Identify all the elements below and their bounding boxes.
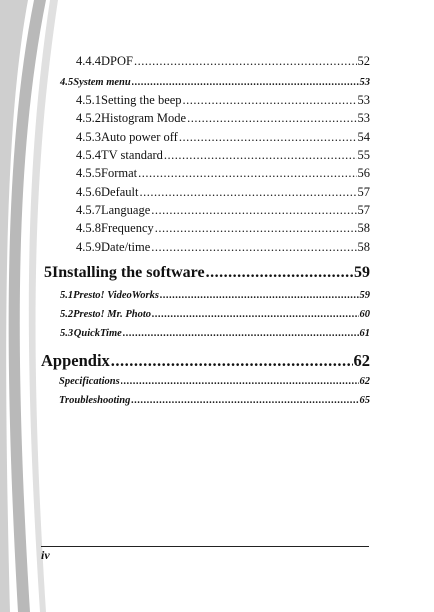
toc-entry-4-5-6[interactable] xyxy=(76,185,370,200)
entry-title: Presto! VideoWorks xyxy=(73,290,159,301)
dot-leader xyxy=(138,166,356,181)
entry-title: Troubleshooting xyxy=(59,395,131,406)
page-number: 59 xyxy=(359,290,370,301)
entry-title: Histogram Mode xyxy=(101,111,187,125)
dot-leader xyxy=(151,240,356,255)
dot-leader xyxy=(179,130,357,145)
page-number: 53 xyxy=(357,111,370,125)
entry-title: Auto power off xyxy=(101,130,178,144)
dot-leader xyxy=(155,221,357,236)
entry-title: Installing the software xyxy=(52,264,205,281)
toc-entry-4-5-3[interactable] xyxy=(76,130,370,145)
entry-title: Language xyxy=(101,203,151,217)
page-number: 56 xyxy=(357,166,370,180)
toc-entry-5-3[interactable] xyxy=(60,328,370,339)
entry-title: TV standard xyxy=(101,148,163,162)
dot-leader xyxy=(183,93,357,108)
section-number: 4.5.7 xyxy=(76,203,101,217)
entry-title: Default xyxy=(101,185,139,199)
toc-entry-4-5-8[interactable] xyxy=(76,221,370,236)
entry-title: Date/time xyxy=(101,240,151,254)
toc-entry-5-1[interactable] xyxy=(60,290,370,301)
toc-entry-4-5-2[interactable] xyxy=(76,111,370,126)
section-number: 4.5.1 xyxy=(76,93,101,107)
section-number: 4.5 xyxy=(60,77,74,88)
page-number: 61 xyxy=(359,328,370,339)
page-number: 53 xyxy=(357,93,370,107)
toc-entry-4-4-4[interactable] xyxy=(76,54,370,69)
section-number: 4.5.6 xyxy=(76,185,101,199)
section-number: 4.5.4 xyxy=(76,148,101,162)
section-number: 4.5.3 xyxy=(76,130,101,144)
page-number: 57 xyxy=(357,185,370,199)
section-number: 4.5.9 xyxy=(76,240,101,254)
toc-entry-4-5-4[interactable] xyxy=(76,148,370,163)
page-number: 57 xyxy=(357,203,370,217)
section-number: 4.5.8 xyxy=(76,221,101,235)
toc-entry-4-5-1[interactable] xyxy=(76,93,370,108)
section-number: 5.3 xyxy=(60,328,74,339)
footer-page-number: iv xyxy=(41,548,50,562)
entry-title: Specifications xyxy=(59,376,120,387)
entry-title: Appendix xyxy=(41,351,110,370)
dot-leader xyxy=(134,54,357,69)
dot-leader xyxy=(123,328,359,339)
page-number: 62 xyxy=(353,351,370,370)
toc-entry-4-5[interactable] xyxy=(60,77,370,88)
toc-appendix[interactable] xyxy=(41,351,370,371)
dot-leader xyxy=(160,290,359,301)
dot-leader xyxy=(164,148,357,163)
page-number: 55 xyxy=(357,148,370,162)
dot-leader xyxy=(139,185,356,200)
section-number: 4.5.2 xyxy=(76,111,101,125)
toc-chapter-5[interactable] xyxy=(44,264,370,282)
toc-entry-5-2[interactable] xyxy=(60,309,370,320)
section-number: 4.4.4 xyxy=(76,54,101,68)
page-number: 60 xyxy=(359,309,370,320)
page-number: 54 xyxy=(357,130,370,144)
entry-title: Format xyxy=(101,166,138,180)
entry-title: Presto! Mr. Photo xyxy=(73,309,152,320)
section-number: 5.1 xyxy=(60,290,74,301)
page-number: 59 xyxy=(354,264,370,281)
dot-leader xyxy=(151,203,356,218)
entry-title: DPOF xyxy=(101,54,133,68)
dot-leader xyxy=(152,309,358,320)
dot-leader xyxy=(187,111,356,126)
dot-leader xyxy=(206,264,353,282)
page-number: 52 xyxy=(357,54,370,68)
entry-title: Setting the beep xyxy=(101,93,182,107)
entry-title: System menu xyxy=(73,77,131,88)
dot-leader xyxy=(111,351,353,371)
page-number: 58 xyxy=(357,240,370,254)
page-number: 65 xyxy=(359,395,370,406)
toc-entry-specifications[interactable] xyxy=(59,376,370,387)
page-number: 58 xyxy=(357,221,370,235)
page-number: 62 xyxy=(359,376,370,387)
toc-entry-troubleshooting[interactable] xyxy=(59,395,370,406)
footer-rule xyxy=(41,546,369,547)
toc-entry-4-5-9[interactable] xyxy=(76,240,370,255)
section-number: 5.2 xyxy=(60,309,74,320)
toc-entry-4-5-7[interactable] xyxy=(76,203,370,218)
page-number: 53 xyxy=(359,77,370,88)
entry-title: QuickTime xyxy=(73,328,122,339)
entry-title: Frequency xyxy=(101,221,154,235)
chapter-number: 5 xyxy=(44,264,52,281)
section-number: 4.5.5 xyxy=(76,166,101,180)
dot-leader xyxy=(131,395,358,406)
dot-leader xyxy=(132,77,359,88)
toc-entry-4-5-5[interactable] xyxy=(76,166,370,181)
dot-leader xyxy=(121,376,359,387)
